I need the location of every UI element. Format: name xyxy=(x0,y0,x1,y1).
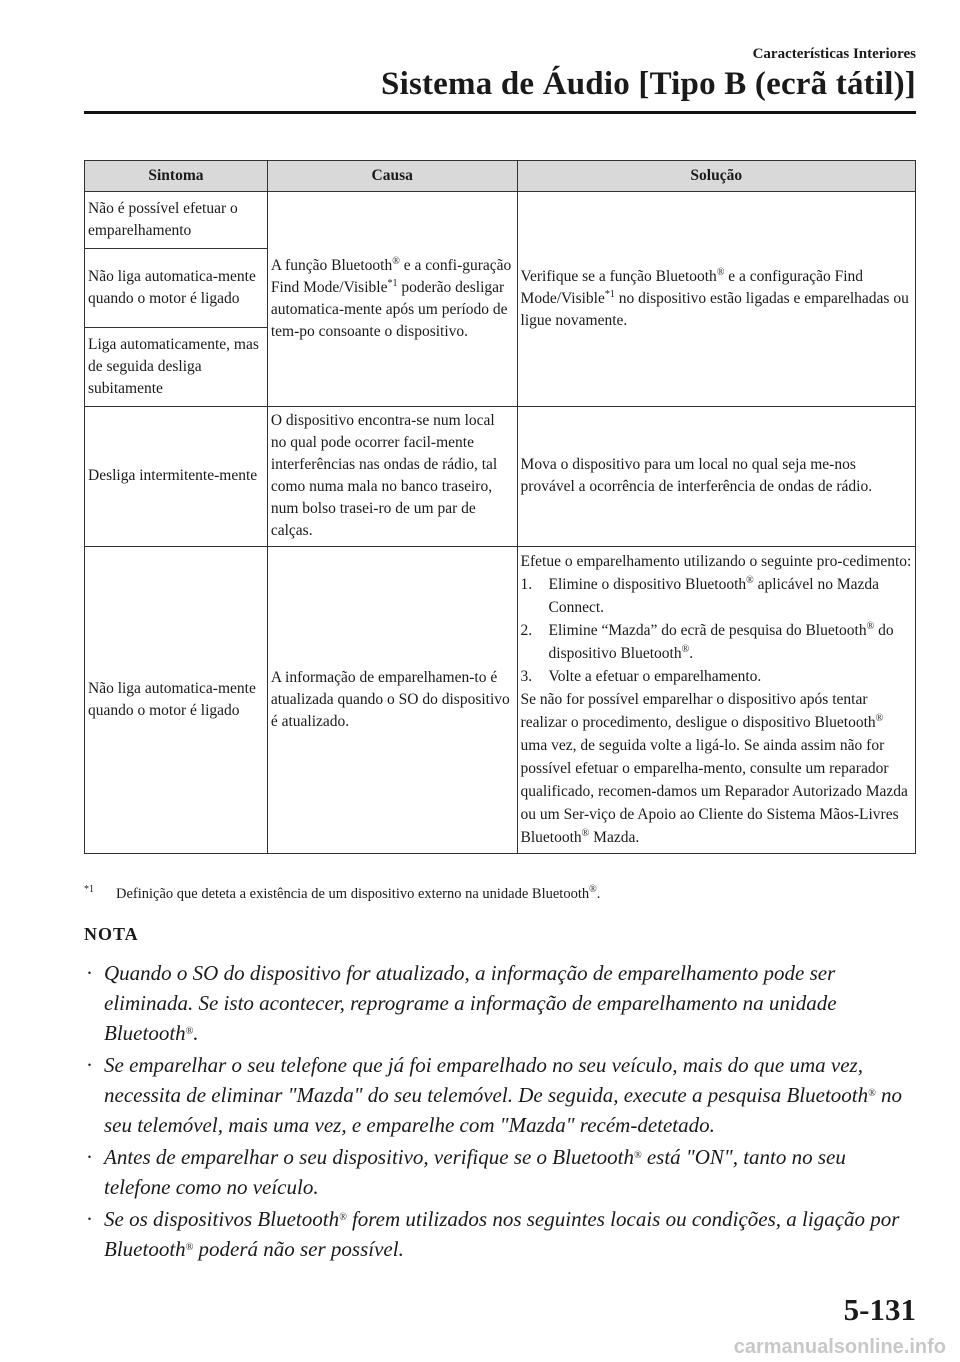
note-text: está "ON", tanto no seu telefone como no veículo. xyxy=(104,1145,846,1199)
symptom-cell: Liga automaticamente, mas de seguida desliga subitamente xyxy=(85,328,268,407)
solution-cell xyxy=(517,547,915,854)
registered-mark: ® xyxy=(339,1212,347,1223)
bullet: · xyxy=(86,1053,93,1077)
note-text: Quando o SO do dispositivo for atualizado, a informação de emparelhamento pode ser eliminada. Se isto acontecer, reprograme a informação de emparelhamento na unidade Bluetooth xyxy=(104,961,837,1045)
table-row xyxy=(85,547,916,854)
step-number: 3. xyxy=(520,668,533,685)
footnote-ref: *1 xyxy=(387,277,398,289)
list-item xyxy=(521,573,912,619)
list-item xyxy=(521,619,912,665)
page-number: 5-131 xyxy=(843,1292,916,1327)
footnote-mark: *1 xyxy=(84,884,94,895)
registered-mark: ® xyxy=(868,1088,876,1099)
cause-text: e a confi-guração Find Mode/Visible xyxy=(270,256,512,296)
bullet: · xyxy=(86,961,93,985)
solution-text: e a configuração Find Mode/Visible xyxy=(520,267,864,307)
registered-mark: ® xyxy=(589,884,597,895)
table-row xyxy=(85,407,916,547)
solution-text: Verifique se a função Bluetooth xyxy=(520,267,717,285)
footnote xyxy=(84,886,916,903)
column-header-cause: Causa xyxy=(267,161,517,192)
symptom-cell: Não é possível efetuar o emparelhamento xyxy=(85,192,268,249)
note-text: poderá não ser possível. xyxy=(193,1237,404,1261)
column-header-solution: Solução xyxy=(517,161,915,192)
registered-mark: ® xyxy=(185,1242,194,1253)
step-number: 2. xyxy=(520,622,533,639)
section-label: Características Interiores xyxy=(752,46,916,62)
note-text: Antes de emparelhar o seu dispositivo, verifique se o Bluetooth xyxy=(104,1145,634,1169)
cause-text: poderão desligar automatica-mente após um período de tem-po consoante o dispositivo. xyxy=(270,278,508,340)
registered-mark: ® xyxy=(681,644,690,655)
solution-text: no dispositivo estão ligadas e emparelhadas ou ligue novamente. xyxy=(520,289,909,329)
solution-text: Mazda. xyxy=(589,829,640,846)
symptom-cell: Não liga automatica-mente quando o motor é ligado xyxy=(85,249,268,328)
footnote-ref: *1 xyxy=(604,288,615,300)
symptom-cell: Não liga automatica-mente quando o motor é ligado xyxy=(85,547,268,854)
list-item xyxy=(84,1050,916,1140)
symptom-cell: Desliga intermitente-mente xyxy=(85,407,268,547)
cause-cell: A informação de emparelhamen-to é atualizada quando o SO do dispositivo é atualizado. xyxy=(267,547,517,854)
note-heading: NOTA xyxy=(84,924,139,944)
table-row xyxy=(85,192,916,249)
solution-text: Se não for possível emparelhar o dispositivo após tentar realizar o procedimento, desligue o dispositivo Bluetooth xyxy=(520,691,876,731)
solution-outro xyxy=(521,688,912,849)
footnote-text: . xyxy=(596,886,601,902)
solution-cell xyxy=(517,192,915,407)
note-list xyxy=(84,958,916,1266)
watermark: carmanualsonline.info xyxy=(733,1336,946,1358)
list-item xyxy=(84,1142,916,1202)
page-title: Sistema de Áudio [Tipo B (ecrã tátil)] xyxy=(381,66,916,102)
step-text: Elimine o dispositivo Bluetooth xyxy=(548,576,747,593)
list-item xyxy=(84,1204,916,1264)
note-text: forem utilizados nos seguintes locais ou condições, a ligação por Bluetooth xyxy=(104,1207,900,1261)
solution-text: uma vez, de seguida volte a ligá-lo. Se ainda assim não for possível efetuar o emparelha-mento, consulte um reparador qualificado, recomen-damos um Reparador Autorizado Mazda ou um Ser-viço de Apoio ao Cliente do Sistema Mãos-Livres Bluetooth xyxy=(520,737,908,846)
note-text: no seu telemóvel, mais uma vez, e emparelhe com "Mazda" recém-detetado. xyxy=(104,1083,902,1137)
header-divider xyxy=(84,111,916,114)
registered-mark: ® xyxy=(392,255,400,267)
step-text: . xyxy=(689,645,694,662)
registered-mark: ® xyxy=(716,266,725,278)
registered-mark: ® xyxy=(746,575,754,586)
cause-cell xyxy=(267,192,517,407)
table-header-row xyxy=(85,161,916,192)
bullet: · xyxy=(86,1207,93,1231)
registered-mark: ® xyxy=(866,621,875,632)
step-text: do dispositivo Bluetooth xyxy=(548,622,894,662)
procedure-steps xyxy=(521,573,912,688)
registered-mark: ® xyxy=(633,1150,642,1161)
cause-text: A função Bluetooth xyxy=(270,256,393,274)
note-text: . xyxy=(193,1021,199,1045)
cause-cell: O dispositivo encontra-se num local no qual pode ocorrer facil-mente interferências nas ondas de rádio, tal como numa mala no banco traseiro, num bolso trasei-ro de um par de calças. xyxy=(267,407,517,547)
footnote-text: Definição que deteta a existência de um dispositivo externo na unidade Bluetooth xyxy=(116,886,590,902)
list-item xyxy=(521,665,912,688)
step-number: 1. xyxy=(520,576,533,593)
list-item xyxy=(84,958,916,1048)
registered-mark: ® xyxy=(581,828,590,839)
troubleshooting-table xyxy=(84,160,916,854)
registered-mark: ® xyxy=(185,1026,194,1037)
step-text: aplicável no Mazda Connect. xyxy=(548,576,879,616)
note-text: Se os dispositivos Bluetooth xyxy=(104,1207,340,1231)
note-text: Se emparelhar o seu telefone que já foi emparelhado no seu veículo, mais do que uma vez, necessita de eliminar "Mazda" do seu telemóvel. De seguida, execute a pesquisa Bluetooth xyxy=(104,1053,869,1107)
bullet: · xyxy=(86,1145,93,1169)
step-text: Elimine “Mazda” do ecrã de pesquisa do Bluetooth xyxy=(548,622,867,639)
solution-intro: Efetue o emparelhamento utilizando o seguinte pro-cedimento: xyxy=(520,553,912,570)
registered-mark: ® xyxy=(875,713,884,724)
step-text: Volte a efetuar o emparelhamento. xyxy=(548,668,762,685)
solution-cell: Mova o dispositivo para um local no qual seja me-nos provável a ocorrência de interferência de ondas de rádio. xyxy=(517,407,915,547)
column-header-symptom: Sintoma xyxy=(85,161,268,192)
